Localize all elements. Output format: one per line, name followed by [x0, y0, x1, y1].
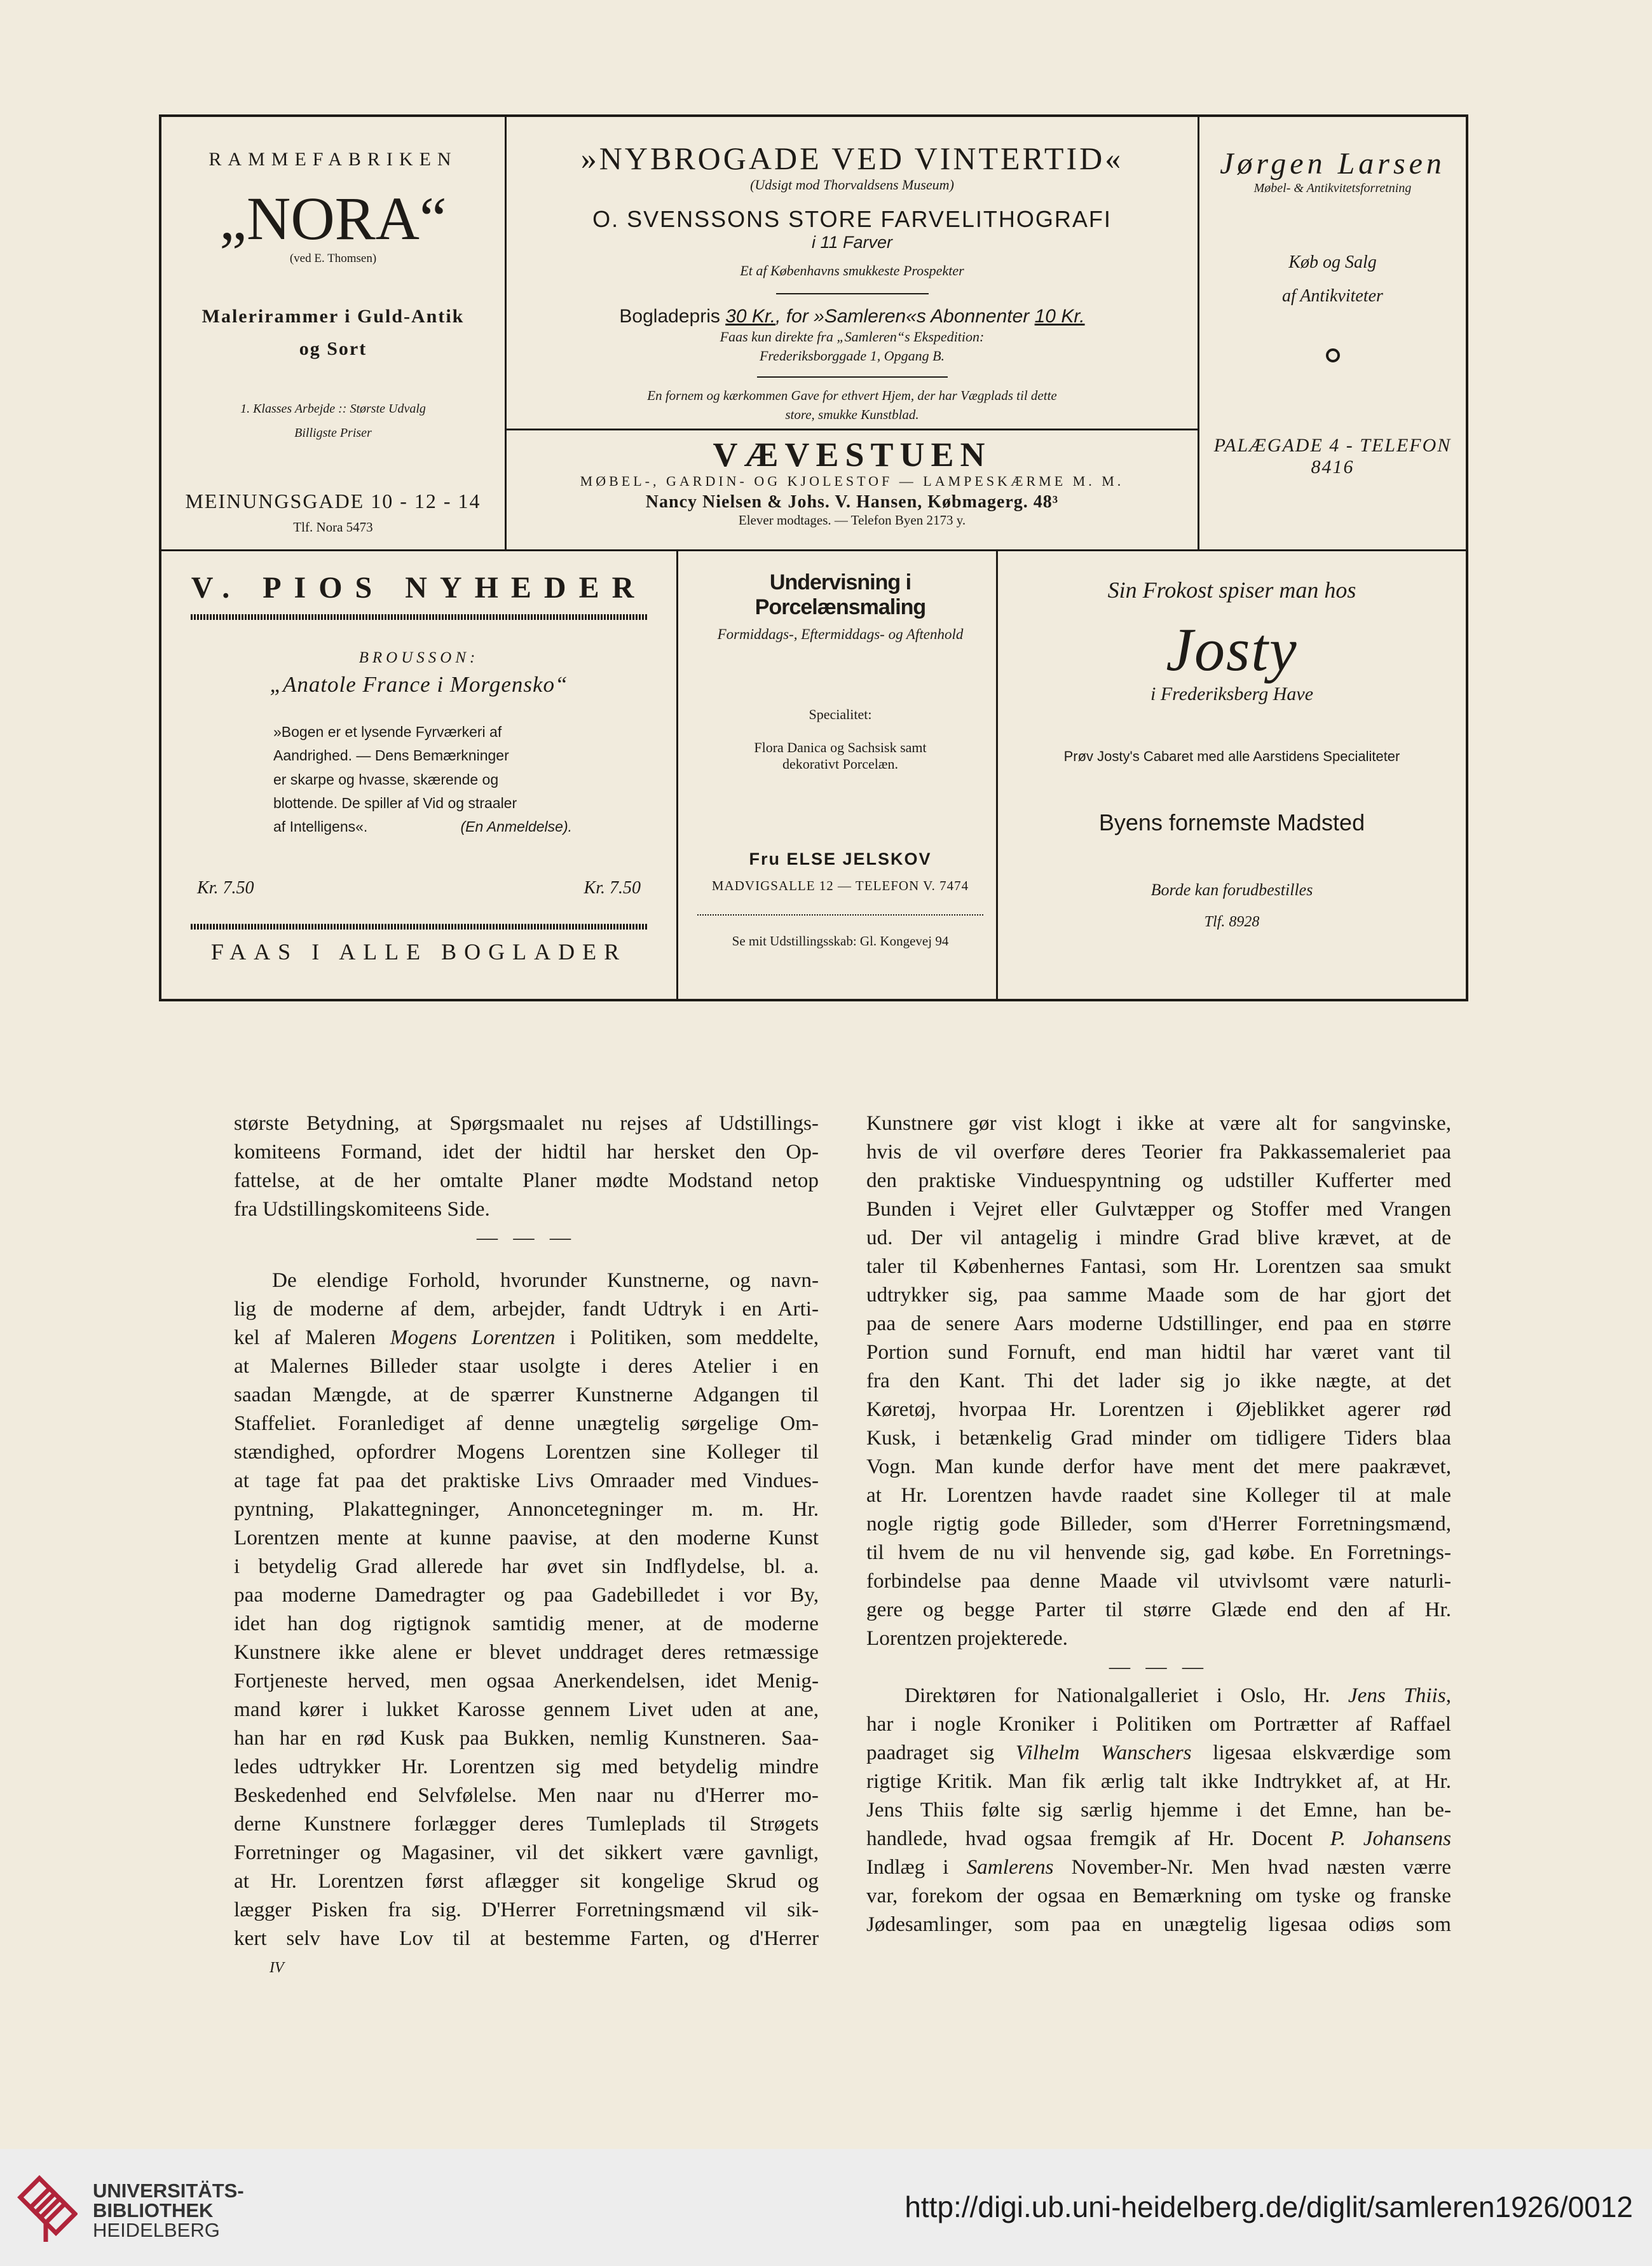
- text-line: var, forekom der ogsaa en Bemærkning om tyske og franske: [866, 1884, 1451, 1907]
- porcelain-spec2: dekorativt Porcelæn.: [782, 756, 899, 773]
- text-line: [866, 1824, 1451, 1853]
- pios-prices: [191, 878, 647, 898]
- josty-best: Byens fornemste Madsted: [1098, 809, 1365, 835]
- ad-pios-nyheder: [161, 551, 676, 999]
- page-number: IV: [270, 1960, 284, 1976]
- text-line: udtrykker sig, paa samme Maade som de har gjort det: [866, 1283, 1451, 1307]
- nora-phone: Tlf. Nora 5473: [293, 519, 373, 535]
- nora-small2: Billigste Priser: [294, 426, 372, 440]
- text-line: idet han dog rigtignok samtidig mener, at de moderne: [234, 1612, 819, 1635]
- text-line: Kunstnere gør vist klogt i ikke at være alt for sangvinske,: [866, 1111, 1451, 1135]
- text-line: Beskedenhed end Selvfølelse. Men naar nu d'Herrer mo-: [234, 1783, 819, 1807]
- jorgen-address: PALÆGADE 4 - TELEFON 8416: [1213, 435, 1452, 478]
- text-line: at Malernes Billeder staar usolgte i deres Atelier i en: [234, 1354, 819, 1378]
- ad-vaevestuen: [507, 430, 1198, 549]
- porcelain-sub: Formiddags-, Eftermiddags- og Aftenhold: [717, 626, 964, 642]
- nora-address: MEINUNGSGADE 10 - 12 - 14: [185, 490, 481, 512]
- text-line: paa de senere Aars moderne Udstillinger, end paa en større: [866, 1312, 1451, 1335]
- nybrogade-rule-2: [757, 376, 948, 378]
- text-line: Portion sund Fornuft, end man hidtil har været vant til: [866, 1340, 1451, 1364]
- text-column-left: [234, 1109, 819, 1953]
- porcelain-address: MADVIGSALLE 12 — TELEFON V. 7474: [711, 877, 969, 893]
- text-line: største Betydning, at Spørgsmaalet nu rejses af Udstillings-: [234, 1111, 819, 1135]
- price-left: Kr. 7.50: [197, 878, 254, 898]
- ad-jorgen-larsen: [1199, 117, 1466, 549]
- text-fragment: ligesaa elskværdige som: [1191, 1741, 1451, 1764]
- text-line: den praktiske Vinduespyntning og udstiller Kufferter med: [866, 1169, 1451, 1192]
- josty-phone: Tlf. 8928: [1204, 913, 1260, 930]
- quote-line: er skarpe og hvasse, skærende og: [273, 771, 499, 788]
- person-name: P. Johansens: [1330, 1827, 1451, 1850]
- text-line: rigtige Kritik. Man fik ærlig talt ikke Indtrykket af, at Hr.: [866, 1769, 1451, 1793]
- text-line: Kusk, i betænkelig Grad minder om tidligere Tiders blaa: [866, 1426, 1451, 1450]
- univ-line: BIBLIOTHEK: [93, 2199, 214, 2221]
- section-separator: — — —: [476, 1226, 577, 1249]
- pios-footer: FAAS I ALLE BOGLADER: [210, 939, 627, 965]
- text-line: Jødesamlinger, som paa en unægtelig ligesaa odiøs som: [866, 1912, 1451, 1936]
- text-line: taler til Københernes Fantasi, som Hr. Lorentzen saa smukt: [866, 1254, 1451, 1278]
- nora-line2: og Sort: [299, 338, 367, 359]
- nybrogade-colors: i 11 Farver: [811, 233, 893, 252]
- text-line: Køretøj, hvorpaa Hr. Lorentzen i Øjeblikket agerer rød: [866, 1397, 1451, 1421]
- text-line: har i nogle Kroniker i Politiken om Portrætter af Raffael: [866, 1712, 1451, 1736]
- nora-owner: (ved E. Thomsen): [289, 252, 377, 265]
- text-line: at Hr. Lorentzen først aflægger sit kongelige Skrud og: [234, 1869, 819, 1893]
- price-prefix: Bogladepris: [619, 306, 720, 327]
- text-line: Staffeliet. Foranlediget af denne unægtelig sørgelige Om-: [234, 1411, 819, 1435]
- paragraph: [234, 1109, 819, 1223]
- paragraph: [234, 1266, 819, 1953]
- quote-line: »Bogen er et lysende Fyrværkeri af: [273, 724, 502, 740]
- text-line: til hvem de nu vil henvende sig, gad købe. En Forretnings-: [866, 1541, 1451, 1564]
- journal-name: Samlerens: [966, 1855, 1054, 1879]
- pios-author: BROUSSON:: [358, 649, 479, 666]
- source-url-link[interactable]: http://digi.ub.uni-heidelberg.de/diglit/samleren1926/0012: [905, 2190, 1633, 2223]
- text-line: gere og begge Parter til større Glæde end den af Hr.: [866, 1598, 1451, 1621]
- price-subscriber: 10 Kr.: [1034, 306, 1085, 327]
- univ-line: UNIVERSITÄTS-: [93, 2180, 244, 2202]
- text-line: [866, 1738, 1451, 1767]
- university-library-name: [93, 2181, 244, 2240]
- ad-nybrogade-print: [507, 117, 1198, 429]
- nybrogade-address: Frederiksborggade 1, Opgang B.: [759, 347, 945, 364]
- text-line: derne Kunstnere forlægger deres Tumleplads til Strøgets: [234, 1812, 819, 1836]
- nora-line1: Malerirammer i Guld-Antik: [201, 306, 465, 327]
- jorgen-sub: Møbel- & Antikvitetsforretning: [1253, 181, 1412, 195]
- text-line: Lorentzen projekterede.: [866, 1626, 1068, 1650]
- quote-source: (En Anmeldelse).: [460, 818, 572, 835]
- text-line: hvis de vil overføre deres Teorier fra Pakkassemaleriet paa: [866, 1140, 1451, 1164]
- pios-quote: [273, 720, 572, 839]
- vaevestuen-line3: Elever modtages. — Telefon Byen 2173 y.: [738, 512, 966, 528]
- josty-cabaret: Prøv Josty's Cabaret med alle Aarstidens Specialiteter: [1063, 748, 1400, 764]
- nybrogade-title: »NYBROGADE VED VINTERTID«: [580, 141, 1124, 176]
- nybrogade-note2: store, smukke Kunstblad.: [785, 406, 919, 422]
- ring-ornament-icon: [1326, 348, 1340, 362]
- advertisement-grid: [159, 114, 1468, 1001]
- text-line: fra den Kant. Thi det lader sig jo ikke nægte, at det: [866, 1369, 1451, 1392]
- person-name: Mogens Lorentzen: [390, 1326, 556, 1349]
- text-fragment: ,: [1445, 1684, 1451, 1707]
- text-column-right: [866, 1109, 1451, 1939]
- quote-line-last: [273, 815, 572, 839]
- porcelain-see: Se mit Udstillingsskab: Gl. Kongevej 94: [732, 933, 949, 949]
- nybrogade-rule: [776, 293, 929, 294]
- text-fragment: handlede, hvad ogsaa fremgik af Hr. Docent: [866, 1827, 1330, 1850]
- text-line: mand kører i lukket Karosse gennem Livet uden at ane,: [234, 1698, 819, 1721]
- text-line: pyntning, Plakattegninger, Annoncetegninger m. m. Hr.: [234, 1497, 819, 1521]
- university-library-logo-icon: [17, 2172, 78, 2244]
- porcelain-name: Fru ELSE JELSKOV: [749, 849, 932, 869]
- text-fragment: i Politiken, som meddelte,: [555, 1326, 819, 1349]
- porcelain-title: Undervisning i Porcelænsmaling: [754, 570, 926, 619]
- text-line: stændighed, opfordrer Mogens Lorentzen sine Kolleger til: [234, 1440, 819, 1464]
- text-line: ud. Der vil antagelig i mindre Grad blive krævet, at de: [866, 1226, 1451, 1249]
- pios-book: „Anatole France i Morgensko“: [270, 672, 568, 697]
- josty-place: i Frederiksberg Have: [1150, 683, 1314, 704]
- text-line: at tage fat paa det praktiske Livs Omraader med Vindues-: [234, 1469, 819, 1492]
- text-fragment: November-Nr. Men hvad næsten værre: [1053, 1855, 1451, 1879]
- person-name: Vilhelm Wanschers: [1015, 1741, 1192, 1764]
- nora-heading: RAMMEFABRIKEN: [208, 149, 458, 170]
- price-mid: , for »Samleren«s Abonnenter: [775, 306, 1030, 327]
- text-line: i betydelig Grad allerede har øvet sin Indflydelse, bl. a.: [234, 1555, 819, 1578]
- text-fragment: Indlæg i: [866, 1855, 967, 1879]
- jorgen-name: Jørgen Larsen: [1220, 147, 1445, 181]
- text-line: han har en rød Kusk paa Bukken, nemlig Kunstneren. Saa-: [234, 1726, 819, 1750]
- nora-name: „NORA“: [219, 184, 447, 252]
- porcelain-specialty: Specialitet:: [809, 706, 872, 722]
- text-line: ledes udtrykker Hr. Lorentzen sig med betydelig mindre: [234, 1755, 819, 1778]
- text-line: Forretninger og Magasiner, vil det sikkert være gavnligt,: [234, 1841, 819, 1864]
- text-line: Bunden i Vejret eller Gulvtæpper og Stoffer med Vrangen: [866, 1197, 1451, 1221]
- text-line: kert selv have Lov til at bestemme Farten, og d'Herrer: [234, 1926, 819, 1950]
- jorgen-line1: Køb og Salg: [1288, 252, 1377, 272]
- price-store: 30 Kr.: [725, 306, 776, 327]
- text-line: [234, 1323, 819, 1352]
- vaevestuen-title: VÆVESTUEN: [713, 436, 992, 474]
- text-line: Vogn. Man kunde derfor have ment det mere paakrævet,: [866, 1455, 1451, 1478]
- ad-nora-frames: [161, 117, 505, 549]
- text-line: nogle rigtig gode Billeder, som d'Herrer Forretningsmænd,: [866, 1512, 1451, 1535]
- josty-tables: Borde kan forudbestilles: [1150, 880, 1313, 899]
- nybrogade-desc: Et af Københavns smukkeste Prospekter: [740, 263, 964, 278]
- text-line: komiteens Formand, idet der hidtil har hersket den Op-: [234, 1140, 819, 1164]
- text-line: saadan Mængde, at de spærrer Kunstnerne Adgangen til: [234, 1383, 819, 1406]
- josty-line1: Sin Frokost spiser man hos: [1107, 577, 1356, 603]
- text-line: Kunstnere ikke alene er blevet unddraget deres retmæssige: [234, 1640, 819, 1664]
- text-line: fattelse, at de her omtalte Planer mødte Modstand netop: [234, 1169, 819, 1192]
- paragraph: [866, 1109, 1451, 1652]
- text-line: paa moderne Damedragter og paa Gadebilledet i vor By,: [234, 1583, 819, 1607]
- text-line: lægger Pisken fra sig. D'Herrer Forretningsmænd vil sik-: [234, 1898, 819, 1921]
- pios-dotted-rule: [191, 614, 647, 620]
- text-line: fra Udstillingskomiteens Side.: [234, 1197, 490, 1221]
- text-fragment: paadraget sig: [866, 1741, 1016, 1764]
- section-separator: — — —: [1109, 1655, 1209, 1679]
- porcelain-dotted-rule: [697, 914, 983, 916]
- text-fragment: kel af Maleren: [234, 1326, 390, 1349]
- porcelain-spec1: Flora Danica og Sachsisk samt: [754, 739, 927, 755]
- text-line: De elendige Forhold, hvorunder Kunstnerne, og navn-: [272, 1268, 819, 1292]
- nybrogade-subtitle: (Udsigt mod Thorvaldsens Museum): [750, 177, 954, 193]
- ad-porcelain-painting: [678, 551, 996, 999]
- text-line: [866, 1853, 1451, 1881]
- quote-line: Aandrighed. — Dens Bemærkninger: [273, 747, 509, 764]
- ad-josty: [998, 551, 1466, 999]
- quote-line: blottende. De spiller af Vid og straaler: [273, 794, 517, 811]
- text-line: Lorentzen mente at kunne paavise, at den moderne Kunst: [234, 1526, 819, 1549]
- nybrogade-price: [519, 306, 1185, 327]
- quote-line: af Intelligens«.: [273, 818, 368, 835]
- paragraph: [866, 1681, 1451, 1939]
- nybrogade-only-from: Faas kun direkte fra „Samleren“s Ekspedition:: [720, 329, 985, 345]
- nora-small1: 1. Klasses Arbejde :: Største Udvalg: [240, 402, 426, 416]
- jorgen-line2: af Antikviteter: [1282, 286, 1383, 306]
- text-line: Jens Thiis følte sig særlig hjemme i det Emne, han be-: [866, 1798, 1451, 1822]
- library-footer: [0, 2149, 1652, 2266]
- text-line: forbindelse paa denne Maade vil utvivlsomt være naturli-: [866, 1569, 1451, 1593]
- pios-dotted-rule: [191, 924, 647, 930]
- text-line: Fortjeneste herved, men ogsaa Anerkendelsen, idet Menig-: [234, 1669, 819, 1693]
- josty-name: Josty: [1166, 615, 1298, 683]
- univ-line: HEIDELBERG: [93, 2219, 220, 2241]
- vaevestuen-line1: MØBEL-, GARDIN- OG KJOLESTOF — LAMPESKÆRME M. M.: [580, 472, 1124, 489]
- text-line: at Hr. Lorentzen havde raadet sine Kolleger til at male: [866, 1483, 1451, 1507]
- text-line: lig de moderne af dem, arbejder, fandt Udtryk i en Arti-: [234, 1297, 819, 1321]
- nybrogade-maker: O. SVENSSONS STORE FARVELITHOGRAFI: [592, 206, 1112, 232]
- text-line: [866, 1681, 1451, 1710]
- price-right: Kr. 7.50: [584, 878, 641, 898]
- text-fragment: Direktøren for Nationalgalleriet i Oslo, Hr.: [905, 1684, 1348, 1707]
- person-name: Jens Thiis: [1348, 1684, 1446, 1707]
- nybrogade-note1: En fornem og kærkommen Gave for ethvert Hjem, der har Vægplads til dette: [647, 388, 1057, 404]
- vaevestuen-line2: Nancy Nielsen & Johs. V. Hansen, Købmagerg. 48³: [645, 491, 1059, 512]
- pios-title: V. PIOS NYHEDER: [191, 571, 647, 605]
